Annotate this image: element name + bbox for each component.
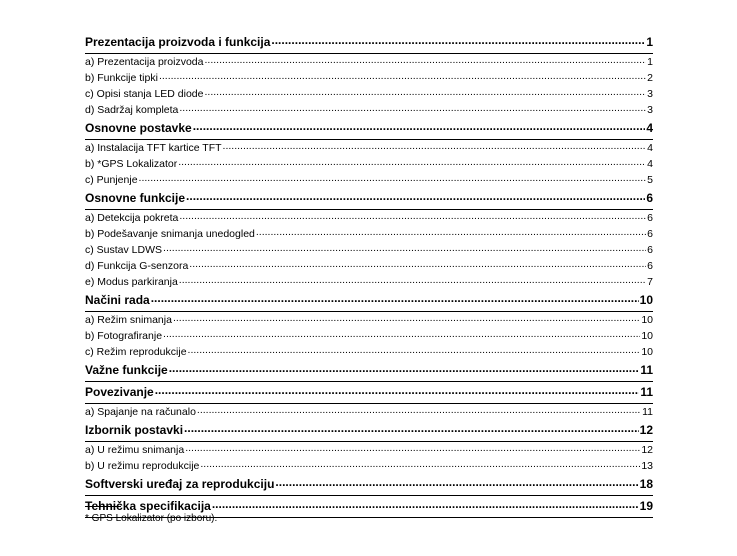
dot-leader <box>271 34 645 46</box>
toc-section-title: Povezivanje <box>85 385 154 399</box>
toc-subsection-title: c) Punjenje <box>85 174 138 186</box>
toc-subsection-entry[interactable] <box>85 312 653 328</box>
dot-leader <box>223 141 647 152</box>
toc-subsection-title: b) Funkcije tipki <box>85 72 158 84</box>
toc-subsection-entry[interactable] <box>85 226 653 242</box>
toc-subsection-entry[interactable] <box>85 442 653 458</box>
toc-section-entry[interactable] <box>85 474 653 496</box>
dot-leader <box>204 87 646 98</box>
toc-subsection-page-number: 6 <box>647 228 653 240</box>
toc-subsection-page-number: 1 <box>647 56 653 68</box>
toc-subsection-page-number: 6 <box>647 244 653 256</box>
dot-leader <box>184 422 639 434</box>
toc-subsection-page-number: 2 <box>647 72 653 84</box>
toc-section-entry[interactable] <box>85 290 653 312</box>
toc-subsection-page-number: 10 <box>641 330 653 342</box>
toc-section-title: Tehnička specifikacija <box>85 499 211 513</box>
toc-subsection-page-number: 7 <box>647 276 653 288</box>
dot-leader <box>159 71 646 82</box>
toc-section-page-number: 4 <box>646 121 653 135</box>
toc-subsection-entry[interactable] <box>85 102 653 118</box>
toc-section-page-number: 19 <box>639 499 653 513</box>
toc-subsection-entry[interactable] <box>85 328 653 344</box>
toc-subsection-title: d) Funkcija G-senzora <box>85 260 189 272</box>
dot-leader <box>204 55 646 66</box>
toc-subsection-page-number: 6 <box>647 212 653 224</box>
toc-subsection-entry[interactable] <box>85 210 653 226</box>
toc-section-entry[interactable] <box>85 32 653 54</box>
toc-subsection-title: b) Podešavanje snimanja unedogled <box>85 228 255 240</box>
toc-subsection-title: a) U režimu snimanja <box>85 444 185 456</box>
toc-subsection-entry[interactable] <box>85 242 653 258</box>
dot-leader <box>179 275 646 286</box>
toc-subsection-page-number: 10 <box>641 346 653 358</box>
toc-section-entry[interactable] <box>85 188 653 210</box>
toc-subsection-title: d) Sadržaj kompleta <box>85 104 179 116</box>
dot-leader <box>193 120 646 132</box>
toc-subsection-entry[interactable] <box>85 86 653 102</box>
toc-section-entry[interactable] <box>85 420 653 442</box>
toc-subsection-entry[interactable] <box>85 172 653 188</box>
toc-subsection-title: c) Opisi stanja LED diode <box>85 88 204 100</box>
toc-subsection-title: a) Spajanje na računalo <box>85 406 196 418</box>
toc-section-page-number: 1 <box>646 35 653 49</box>
dot-leader <box>189 259 646 270</box>
dot-leader <box>275 476 638 488</box>
toc-subsection-title: e) Modus parkiranja <box>85 276 178 288</box>
toc-subsection-page-number: 13 <box>641 460 653 472</box>
dot-leader <box>197 405 641 416</box>
toc-subsection-page-number: 12 <box>641 444 653 456</box>
toc-section-entry[interactable] <box>85 360 653 382</box>
toc-subsection-entry[interactable] <box>85 54 653 70</box>
dot-leader <box>163 243 646 254</box>
toc-subsection-page-number: 10 <box>641 314 653 326</box>
toc-subsection-entry[interactable] <box>85 458 653 474</box>
toc-section-entry[interactable] <box>85 118 653 140</box>
toc-subsection-entry[interactable] <box>85 156 653 172</box>
toc-subsection-page-number: 3 <box>647 88 653 100</box>
toc-section-title: Izbornik postavki <box>85 423 184 437</box>
toc-section-page-number: 11 <box>640 363 653 377</box>
dot-leader <box>155 384 640 396</box>
toc-section-title: Načini rada <box>85 293 150 307</box>
toc-section-title: Važne funkcije <box>85 363 168 377</box>
dot-leader <box>173 313 640 324</box>
dot-leader <box>179 211 646 222</box>
dot-leader <box>151 292 639 304</box>
toc-subsection-entry[interactable] <box>85 274 653 290</box>
toc-subsection-entry[interactable] <box>85 258 653 274</box>
dot-leader <box>188 345 641 356</box>
toc-section-page-number: 11 <box>640 385 653 399</box>
dot-leader <box>139 173 647 184</box>
dot-leader <box>179 103 646 114</box>
toc-subsection-title: c) Sustav LDWS <box>85 244 163 256</box>
toc-subsection-title: b) U režimu reprodukcije <box>85 460 200 472</box>
toc-subsection-page-number: 4 <box>647 158 653 170</box>
toc-subsection-title: a) Detekcija pokreta <box>85 212 179 224</box>
footnote: * GPS Lokalizator (po izboru). <box>85 513 218 524</box>
toc-subsection-page-number: 5 <box>647 174 653 186</box>
toc-subsection-page-number: 4 <box>647 142 653 154</box>
footnote-divider <box>85 506 121 507</box>
toc-section-title: Osnovne funkcije <box>85 191 186 205</box>
toc-subsection-title: c) Režim reprodukcije <box>85 346 187 358</box>
toc-subsection-title: b) *GPS Lokalizator <box>85 158 178 170</box>
toc-section-page-number: 6 <box>646 191 653 205</box>
toc-subsection-title: a) Prezentacija proizvoda <box>85 56 204 68</box>
toc-subsection-entry[interactable] <box>85 70 653 86</box>
toc-subsection-title: a) Instalacija TFT kartice TFT <box>85 142 222 154</box>
toc-section-title: Prezentacija proizvoda i funkcija <box>85 35 271 49</box>
toc-subsection-title: b) Fotografiranje <box>85 330 163 342</box>
toc-section-page-number: 12 <box>639 423 653 437</box>
toc-subsection-page-number: 6 <box>647 260 653 272</box>
dot-leader <box>256 227 646 238</box>
dot-leader <box>178 157 646 168</box>
toc-section-title: Osnovne postavke <box>85 121 192 135</box>
toc-section-title: Softverski uređaj za reprodukciju <box>85 477 275 491</box>
toc-section-page-number: 18 <box>639 477 653 491</box>
toc-subsection-title: a) Režim snimanja <box>85 314 172 326</box>
toc-subsection-page-number: 3 <box>647 104 653 116</box>
dot-leader <box>212 498 639 510</box>
toc-section-page-number: 10 <box>639 293 653 307</box>
toc-subsection-entry[interactable] <box>85 404 653 420</box>
dot-leader <box>169 362 640 374</box>
dot-leader <box>163 329 640 340</box>
table-of-contents <box>85 32 653 518</box>
toc-subsection-entry[interactable] <box>85 344 653 360</box>
dot-leader <box>185 443 640 454</box>
toc-subsection-entry[interactable] <box>85 140 653 156</box>
toc-section-entry[interactable] <box>85 382 653 404</box>
toc-subsection-page-number: 11 <box>642 406 653 418</box>
dot-leader <box>200 459 640 470</box>
dot-leader <box>186 190 645 202</box>
